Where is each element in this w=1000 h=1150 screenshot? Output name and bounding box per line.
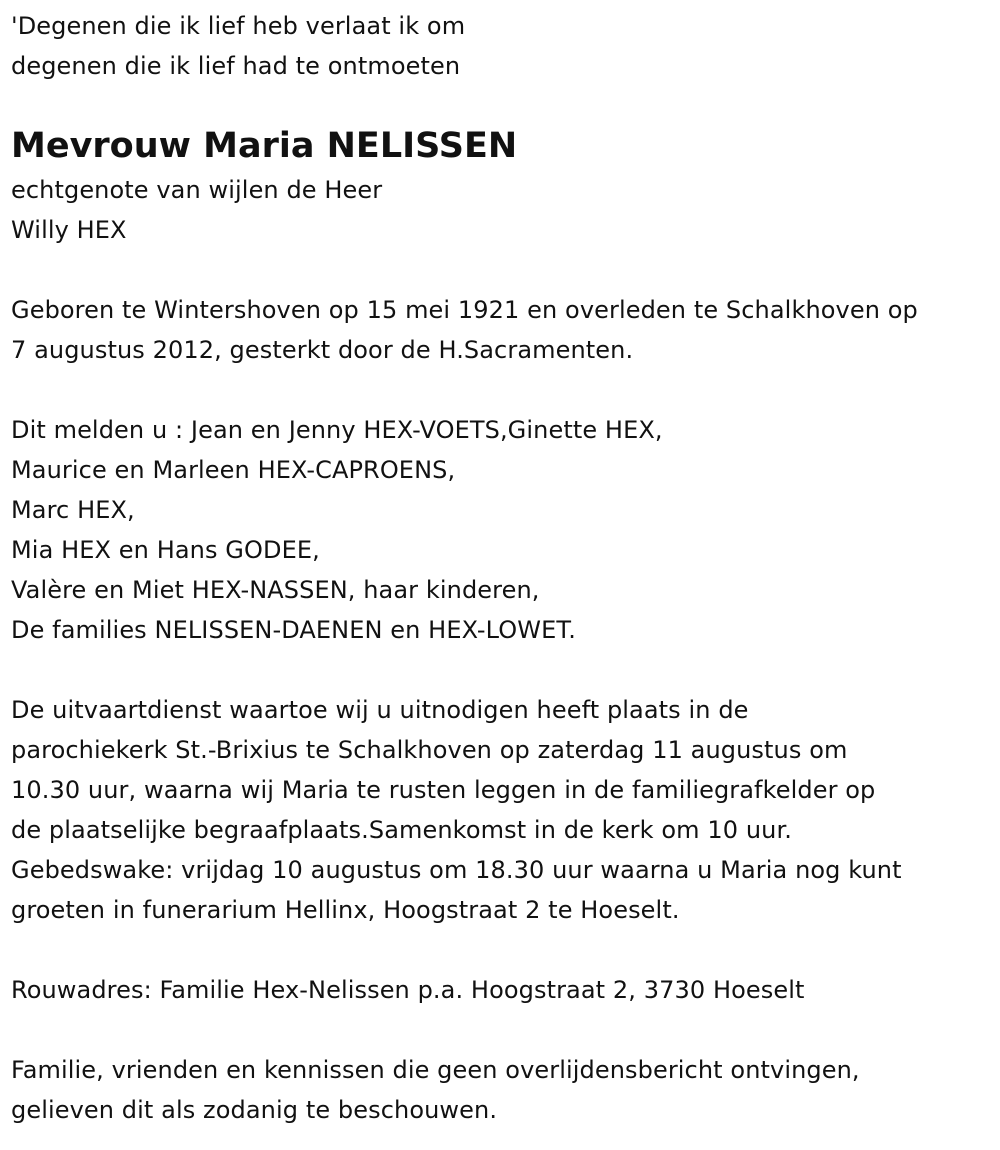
funeral-line: de plaatselijke begraafplaats.Samenkomst in de kerk om 10 uur. (11, 816, 792, 844)
closing-line-1: Familie, vrienden en kennissen die geen overlijdensbericht ontvingen, (11, 1056, 860, 1084)
funeral-line: parochiekerk St.-Brixius te Schalkhoven op zaterdag 11 augustus om (11, 736, 848, 764)
announcers-line: Maurice en Marleen HEX-CAPROENS, (11, 456, 456, 484)
relation-line-1: echtgenote van wijlen de Heer (11, 176, 383, 204)
quote-block (11, 6, 1000, 86)
birth-death-block (11, 290, 1000, 370)
announcers-block (11, 410, 1000, 650)
funeral-block (11, 690, 1000, 930)
spacer (11, 370, 1000, 410)
announcers-line: De families NELISSEN-DAENEN en HEX-LOWET. (11, 616, 577, 644)
mourning-address: Rouwadres: Familie Hex-Nelissen p.a. Hoogstraat 2, 3730 Hoeselt (11, 976, 805, 1004)
birth-death-line-2: 7 augustus 2012, gesterkt door de H.Sacramenten. (11, 336, 634, 364)
announcers-line: Marc HEX, (11, 496, 135, 524)
funeral-line: De uitvaartdienst waartoe wij u uitnodigen heeft plaats in de (11, 696, 749, 724)
quote-line-2: degenen die ik lief had te ontmoeten (11, 52, 461, 80)
spacer (11, 86, 1000, 122)
closing-line-2: gelieven dit als zodanig te beschouwen. (11, 1096, 498, 1124)
deceased-block (11, 124, 1000, 250)
funeral-line: groeten in funerarium Hellinx, Hoogstraat 2 te Hoeselt. (11, 896, 680, 924)
birth-death-line-1: Geboren te Wintershoven op 15 mei 1921 en overleden te Schalkhoven op (11, 296, 918, 324)
closing-block (11, 1050, 1000, 1130)
quote-line-1: 'Degenen die ik lief heb verlaat ik om (11, 12, 466, 40)
funeral-line: Gebedswake: vrijdag 10 augustus om 18.30 uur waarna u Maria nog kunt (11, 856, 902, 884)
funeral-line: 10.30 uur, waarna wij Maria te rusten leggen in de familiegrafkelder op (11, 776, 876, 804)
spacer (11, 650, 1000, 690)
deceased-name: Mevrouw Maria NELISSEN (11, 126, 518, 166)
relation-line-2: Willy HEX (11, 216, 127, 244)
announcers-line: Mia HEX en Hans GODEE, (11, 536, 320, 564)
announcers-line: Dit melden u : Jean en Jenny HEX-VOETS,Ginette HEX, (11, 416, 663, 444)
spacer (11, 250, 1000, 290)
address-block (11, 970, 1000, 1010)
announcers-line: Valère en Miet HEX-NASSEN, haar kinderen, (11, 576, 540, 604)
spacer (11, 930, 1000, 970)
spacer (11, 1010, 1000, 1050)
